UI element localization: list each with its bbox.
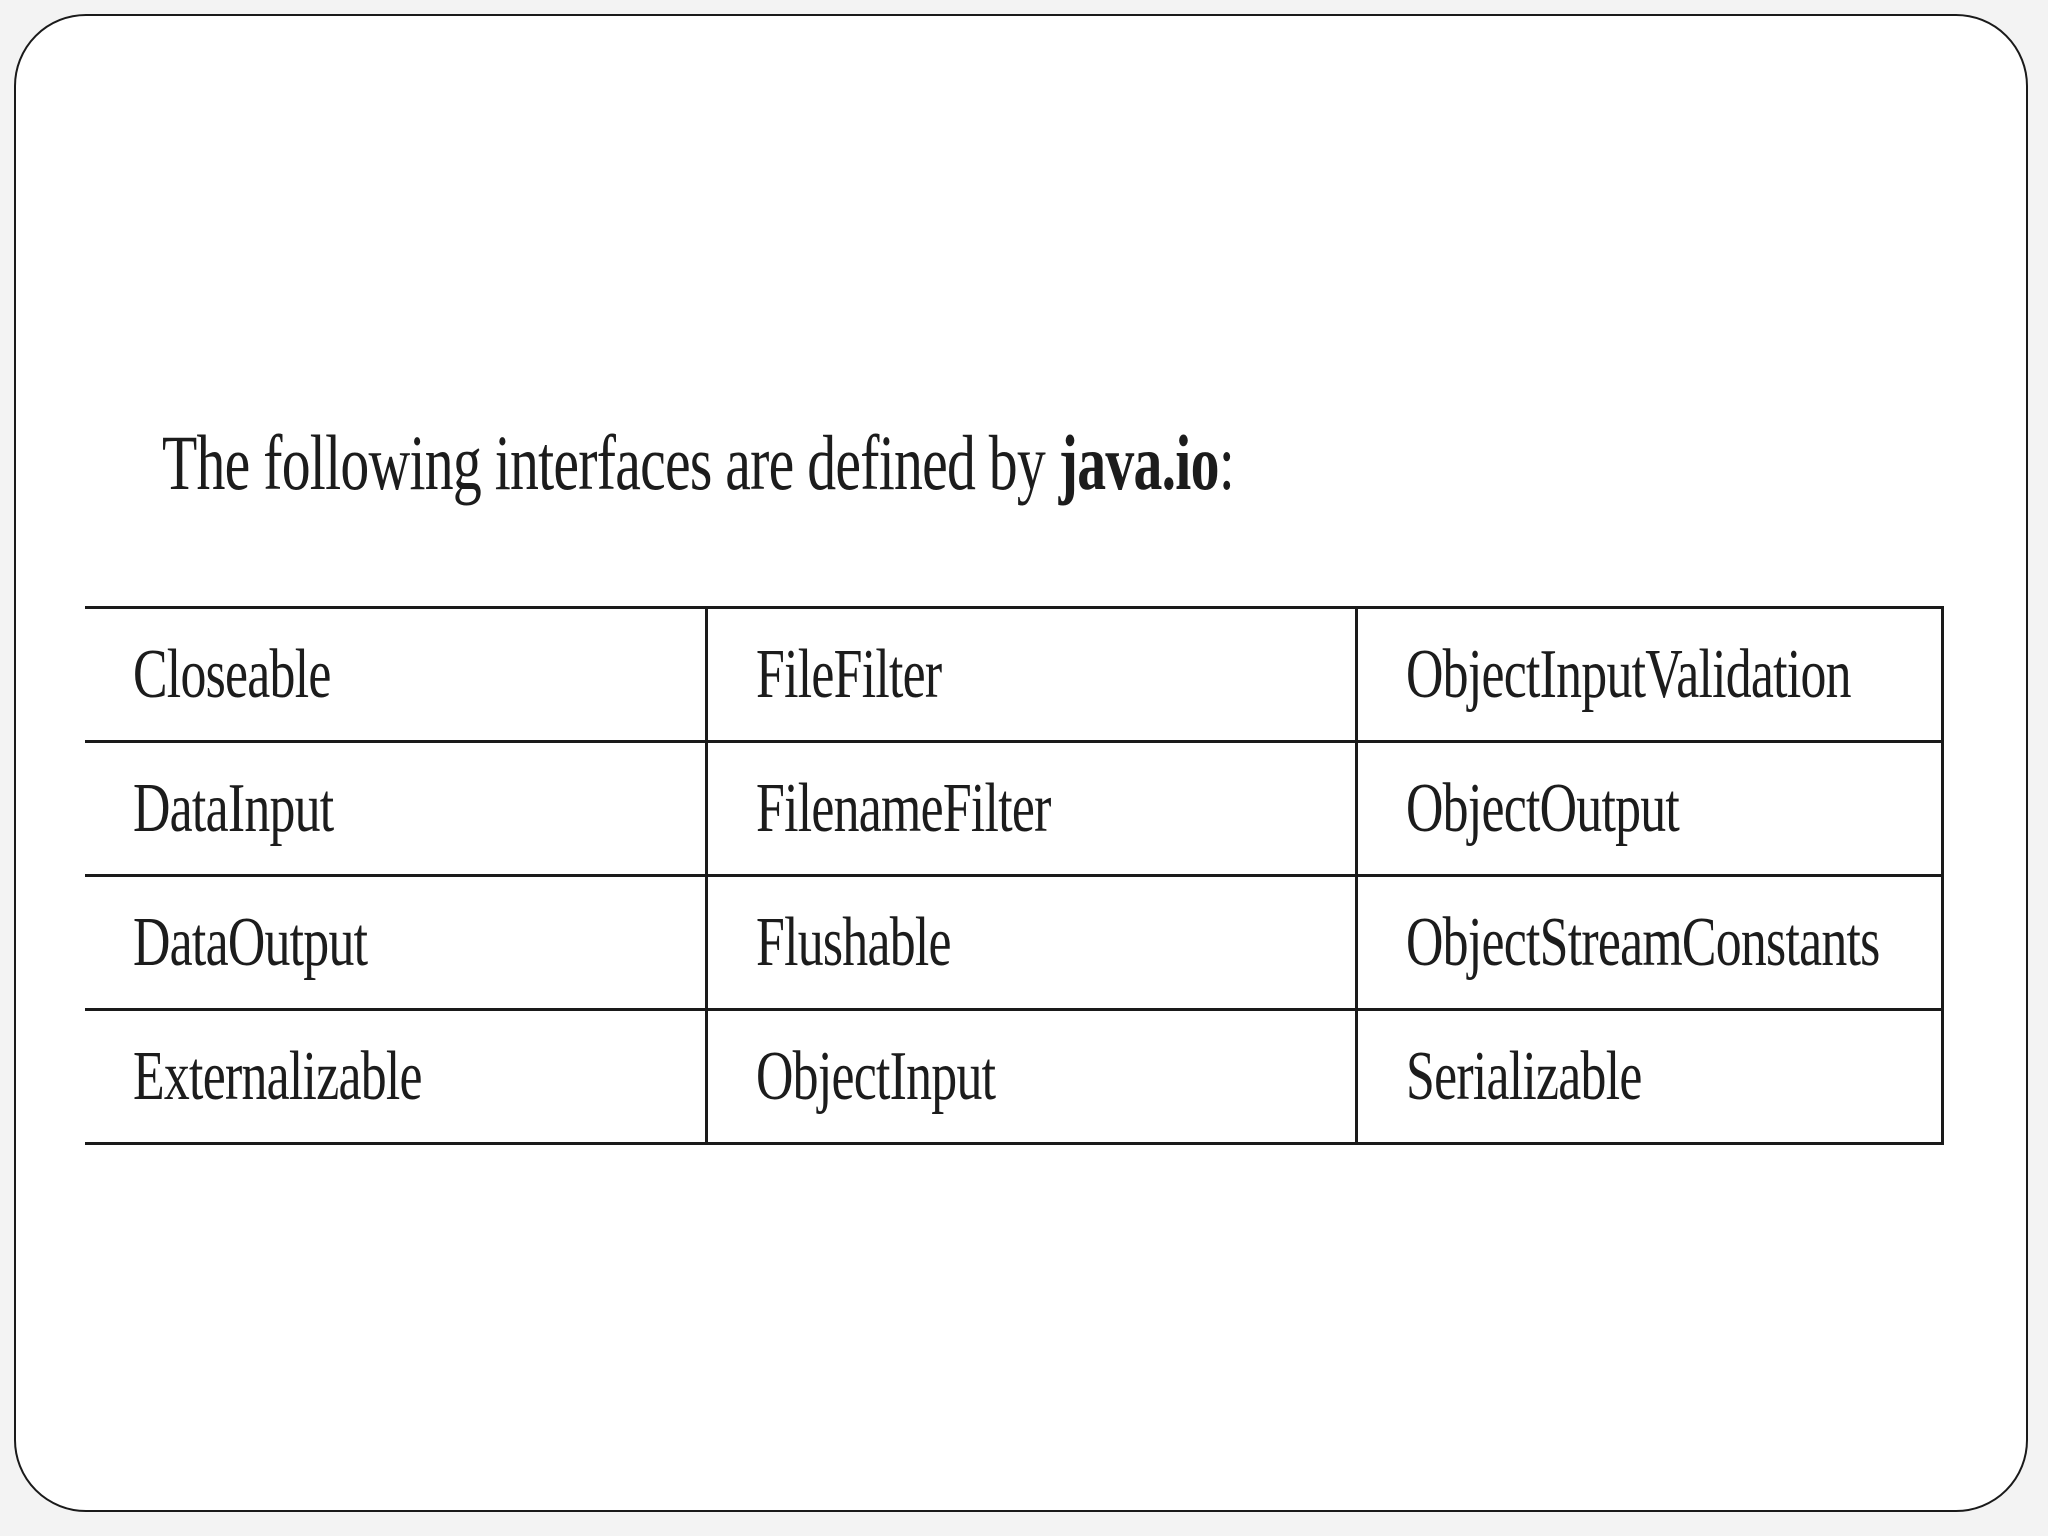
interface-name: DataInput <box>133 769 334 847</box>
interface-name: Flushable <box>755 903 951 981</box>
table-cell <box>706 876 1356 1010</box>
interface-name: ObjectInputValidation <box>1405 635 1851 713</box>
interface-name: ObjectInput <box>755 1037 995 1115</box>
table-cell <box>1356 876 1942 1010</box>
interface-name: DataOutput <box>133 903 368 981</box>
interfaces-table <box>85 606 1944 1145</box>
table-row <box>85 1010 1942 1144</box>
interface-name: FilenameFilter <box>755 769 1051 847</box>
interface-name: Externalizable <box>133 1037 422 1115</box>
slide-frame <box>14 14 2028 1512</box>
table-cell <box>706 742 1356 876</box>
package-name: java.io <box>1058 419 1219 506</box>
interface-name: ObjectStreamConstants <box>1405 903 1880 981</box>
interface-name: ObjectOutput <box>1405 769 1679 847</box>
table-cell <box>85 608 706 742</box>
interface-name: Serializable <box>1405 1037 1642 1115</box>
table-row <box>85 876 1942 1010</box>
table-cell <box>1356 608 1942 742</box>
table-cell <box>85 876 706 1010</box>
table-cell <box>85 742 706 876</box>
table-row <box>85 742 1942 876</box>
interface-name: FileFilter <box>755 635 941 713</box>
intro-suffix: : <box>1218 419 1234 506</box>
table-cell <box>706 608 1356 742</box>
table-cell <box>706 1010 1356 1144</box>
table-cell <box>1356 1010 1942 1144</box>
intro-text: The following interfaces are defined by <box>162 419 1059 506</box>
interface-name: Closeable <box>133 635 331 713</box>
table-cell <box>1356 742 1942 876</box>
table-cell <box>85 1010 706 1144</box>
intro-heading <box>162 418 1234 508</box>
table-row <box>85 608 1942 742</box>
